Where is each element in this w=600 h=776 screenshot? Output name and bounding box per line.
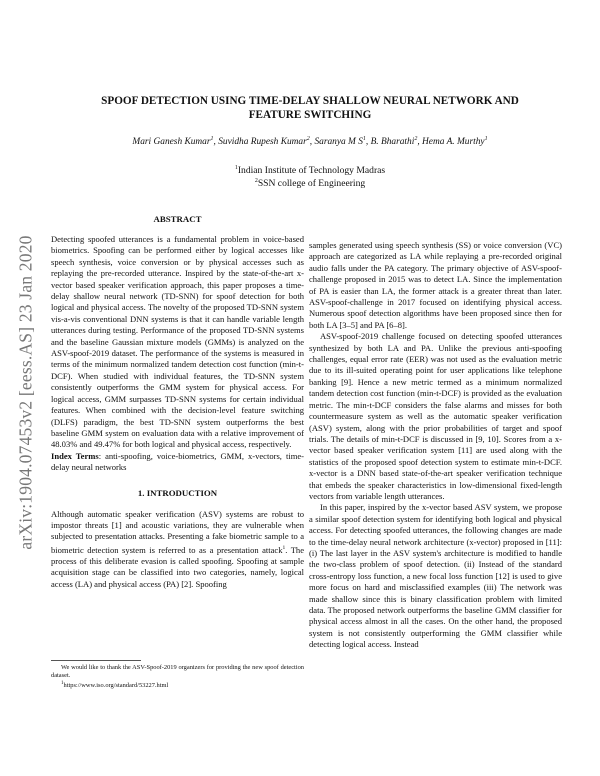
author-sup: 2 <box>306 136 310 142</box>
affiliation-sup: 1 <box>234 165 238 171</box>
abstract-heading: ABSTRACT <box>153 214 202 224</box>
affiliation-text: SSN college of Engineering <box>257 178 366 190</box>
author-list: Mari Ganesh Kumar$^1$, Suvidha Rupesh Kumar$^2$, Saranya M $S^1$, B. Bharathi$^2$, Hema A. Murthy$^1$ <box>132 136 488 148</box>
left-column <box>51 214 304 590</box>
title-line-2: FEATURE SWITCHING <box>248 109 372 121</box>
affiliation-sup: 2 <box>254 178 258 184</box>
intro-heading: 1. INTRODUCTION <box>137 487 218 498</box>
author-sup: 1 <box>210 136 214 142</box>
footnote-sup: 1 <box>61 681 64 686</box>
author-sup: 1 <box>484 136 488 142</box>
intro-paragraph <box>51 509 304 591</box>
author-sup: 2 <box>414 136 418 142</box>
footnote-url-text: https://www.iso.org/standard/53227.html <box>63 682 169 690</box>
footnote-rule <box>51 660 141 661</box>
paper-title <box>70 94 550 122</box>
index-terms <box>51 451 304 474</box>
affiliation-1 <box>60 165 560 176</box>
index-terms-text: : anti-spoofing, voice-biometrics, GMM, x-vectors, time-delay neural networks <box>51 450 304 473</box>
footnote-url <box>51 680 304 690</box>
index-terms-label: Index Terms <box>51 450 99 461</box>
abstract-text: Detecting spoofed utterances is a fundamental problem in voice-based biometrics. Spoofing can be performed either by logical accesses like speech synthesis, voice conversion or by physical accesses such as replaying the pre-recorded utterance. Inspired by the state-of-the-art x-vector based speaker verification approach, this paper proposes a time-delay shallow neural network (TD-SNN) for spoof detection for both logical and physical access. The novelty of the proposed TD-SNN system vis-a-vis conventional DNN systems is that it can handle variable length utterances during testing. Performance of the proposed TD-SNN systems and the baseline Gaussian mixture models (GMMs) is analyzed on the ASV-spoof-2019 dataset. The performance of the systems is measured in terms of the minimum normalized tandem detection cost function (min-t-DCF). When studied with individual features, the TD-SNN system consistently outperforms the GMM system for physical access. For logical access, GMM surpasses TD-SNN systems for certain individual features. When combined with the decision-level feature switching (DLFS) paradigm, the best TD-SNN system outperforms the best baseline GMM system on evaluation data with a relative improvement of 48.03% and 49.47% for both logical and physical access, respectively. <box>51 234 304 450</box>
author-name: B. Bharathi <box>370 137 415 148</box>
affiliation-2 <box>60 178 560 189</box>
author-name: Hema A. Murthy <box>422 137 485 148</box>
footnotes <box>51 660 304 690</box>
author-name: Mari Ganesh Kumar <box>132 137 211 148</box>
affiliation-text: Indian Institute of Technology Madras <box>237 165 386 177</box>
intro-text-b: . The process of this deliberate evasion is called spoofing. Spoofing at sample acquisition stage can be classified into two categories, namely, logical access (LA) and physical access (PA) [2]. Spoofing <box>51 544 304 589</box>
right-column <box>309 240 562 651</box>
arxiv-stamp: arXiv:1904.07453v2 [eess.AS] 23 Jan 2020 <box>15 235 36 550</box>
arxiv-stamp-container <box>6 205 46 580</box>
right-paragraph-1: samples generated using speech synthesis (SS) or voice conversion (VC) approach are categorized as LA while replaying a pre-recorded original audio falls under the PA category. The primary objective of ASV-spoof-challenge proposed in 2015 was to detect LA. Since the implementation of PA is easier than LA, the former attack is a greater threat than later. ASV-spoof-challenge in 2017 focused on identifying physical access. Numerous spoof detection algorithms have been proposed since then for both LA [3–5] and PA [6–8]. <box>309 240 562 330</box>
right-paragraph-3: In this paper, inspired by the x-vector based ASV system, we propose a similar spoof detection system for identifying both logical and physical access. For detecting spoofed utterances, the following changes are made to the time-delay neural network architecture (x-vector) proposed in [11]: (i) The last layer in the ASV system's architecture is modified to handle the two-class problem of spoof detection. (ii) Instead of the standard cross-entropy loss function, a new focal loss function [12] is used to give more focus on hard and misclassified examples (iii) The network was made shallow since this is binary classification problem with limited data. The proposed network outperforms the baseline GMM classifier for physical access almost in all the cases. On the other hand, the proposed system is not consistently outperforming the GMM classifier while detecting logical access. Instead <box>309 502 562 650</box>
intro-text-a: Although automatic speaker verification (ASV) systems are robust to impostor threats [1] and acoustic variations, they are vulnerable when subjected to presentation attacks. Presenting a fake biometric sample to a biometric detection system is referred to as a presentation attack <box>51 508 304 555</box>
author-name: Saranya M S <box>314 137 363 148</box>
title-line-1: SPOOF DETECTION USING TIME-DELAY SHALLOW NEURAL NETWORK AND <box>101 95 519 107</box>
author-sup: 1 <box>362 136 366 142</box>
footnote-acknowledgement: We would like to thank the ASV-Spoof-2019 organizers for providing the new spoof detection dataset. <box>51 664 304 679</box>
intro-footnote-ref: 1 <box>282 544 286 551</box>
author-name: Suvidha Rupesh Kumar <box>218 137 307 148</box>
right-paragraph-2: ASV-spoof-2019 challenge focused on detecting spoofed utterances synthesized by both LA and PA. Unlike the previous anti-spoofing challenges, equal error rate (EER) was not used as the evaluation metric due to its ill-suited operating point for user applications like telephone banking [9]. Hence a new metric termed as a minimum normalized tandem detection cost function (min-t-DCF) is provided as the evaluation metric. The min-t-DCF considers the false alarms and misses for both countermeasure system as well as the automatic speaker verification (ASV) system, along with the prior probabilities of target and spoof trials. The details of min-t-DCF is discussed in [9, 10]. Scores from a x-vector based speaker verification system [11] are used along with the statistics of the proposed spoof detection system to estimate min-t-DCF. x-vector is a DNN based state-of-the-art speaker verification technique that embeds the speaker characteristics in low-dimensional fixed-length vectors from variable length utterances. <box>309 331 562 501</box>
